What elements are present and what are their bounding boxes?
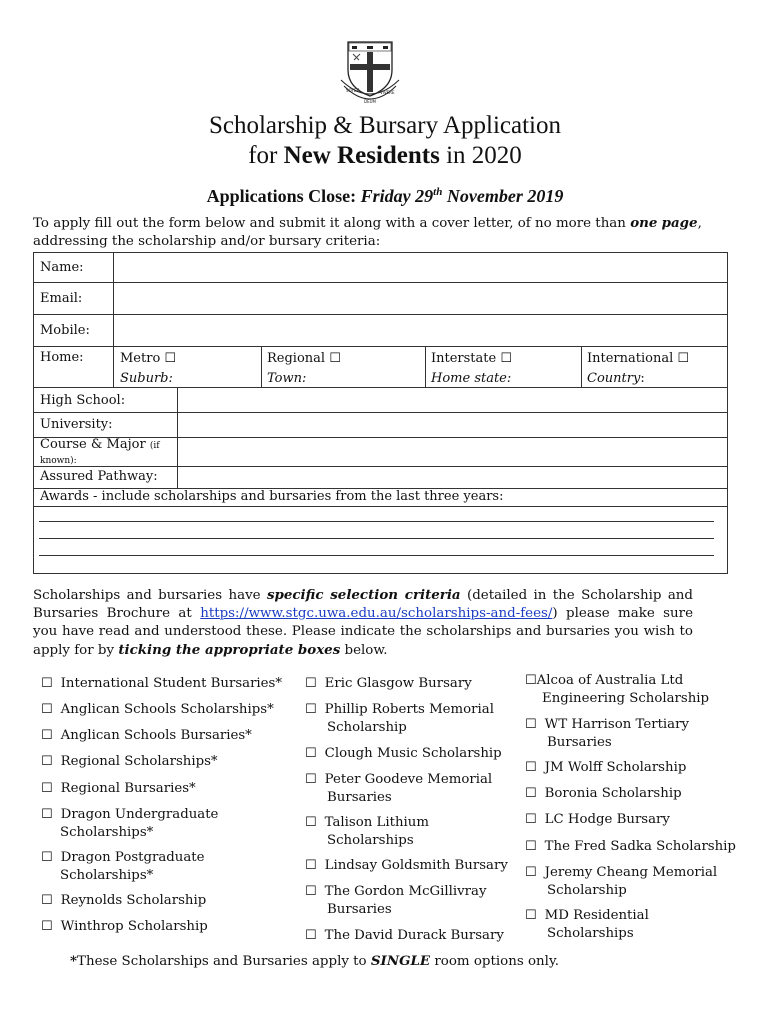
international-option[interactable] [587, 351, 697, 366]
option-winthrop[interactable] [41, 918, 208, 936]
option-talison-lithium[interactable] [305, 814, 429, 850]
course-if: (if [149, 441, 160, 451]
option-label: Phillip Roberts Memorial [324, 702, 494, 717]
option-david-durack[interactable] [305, 927, 504, 945]
checkbox[interactable]: ☐ [305, 884, 317, 899]
subtitle-post: in 2020 [439, 142, 522, 169]
option-label: Boronia Scholarship [544, 786, 682, 801]
deadline-date-post: November 2019 [442, 186, 564, 206]
checkbox[interactable]: ☐ [305, 702, 317, 717]
criteria-paragraph [33, 586, 693, 660]
suburb-label: Suburb: [120, 371, 173, 386]
option-jeremy-cheang[interactable] [525, 864, 717, 900]
checkbox[interactable]: ☐ [305, 772, 317, 787]
name-label: Name: [40, 260, 84, 275]
option-label: Reynolds Scholarship [60, 893, 207, 908]
criteria-bold: specific selection criteria [266, 587, 461, 603]
name-field[interactable] [114, 253, 726, 282]
crest-motto-2: DEUM [364, 99, 376, 104]
option-alcoa[interactable] [525, 672, 709, 708]
page-title: Scholarship & Bursary Application [208, 112, 562, 139]
option-label-cont: Scholarship [327, 720, 407, 735]
metro-label: Metro [120, 351, 161, 366]
home-state-label: Home state: [431, 371, 512, 386]
intro-text [33, 214, 733, 251]
subtitle-pre: for [248, 142, 284, 169]
option-regional-scholarships[interactable] [41, 753, 218, 771]
option-label: Peter Goodeve Memorial [324, 772, 493, 787]
option-label: The Gordon McGillivray [324, 884, 487, 899]
option-dragon-undergraduate[interactable] [41, 806, 218, 842]
footer-bold: SINGLE [370, 953, 431, 969]
email-label: Email: [40, 291, 83, 306]
option-label-cont: Scholarships [547, 926, 634, 941]
option-label: Anglican Schools Bursaries* [60, 728, 252, 743]
interstate-option[interactable] [431, 351, 520, 366]
option-boronia[interactable] [525, 785, 682, 803]
option-label: Eric Glasgow Bursary [324, 676, 472, 691]
checkbox[interactable]: ☐ [41, 702, 53, 717]
checkbox[interactable]: ☐ [305, 858, 317, 873]
application-form [33, 252, 728, 574]
option-label: The Fred Sadka Scholarship [544, 839, 736, 854]
checkbox[interactable]: ☐ [305, 928, 317, 943]
option-label-cont: Scholarship [547, 883, 627, 898]
option-intl-student-bursaries[interactable] [41, 675, 282, 693]
checkbox[interactable]: ☐ [305, 676, 317, 691]
regional-checkbox[interactable]: ☐ [329, 351, 341, 366]
international-checkbox[interactable]: ☐ [677, 351, 690, 366]
option-label: WT Harrison Tertiary [544, 717, 689, 732]
awards-label: Awards - include scholarships and bursaries from the last three years: [40, 489, 504, 504]
option-label: Clough Music Scholarship [324, 746, 502, 761]
criteria-c: ) please make sure you have read and understood these. Please indicate the scholarships and bursaries you wish to apply for by [33, 606, 693, 658]
international-label: International [587, 351, 674, 366]
high-school-field[interactable] [178, 388, 726, 412]
brochure-link[interactable]: https://www.stgc.uwa.edu.au/scholarships-and-fees/ [200, 606, 553, 621]
option-reynolds[interactable] [41, 892, 206, 910]
option-dragon-postgraduate[interactable] [41, 849, 205, 885]
metro-checkbox[interactable]: ☐ [164, 351, 177, 366]
option-label-cont: Bursaries [327, 790, 392, 805]
pathway-field[interactable] [178, 467, 726, 488]
checkbox[interactable]: ☐ [41, 728, 53, 743]
option-label: Talison Lithium [324, 815, 429, 830]
option-label: The David Durack Bursary [324, 928, 504, 943]
option-label: Jeremy Cheang Memorial [544, 865, 718, 880]
option-label: Anglican Schools Scholarships* [60, 702, 274, 717]
checkbox[interactable]: ☐ [525, 786, 537, 801]
page-subtitle [0, 142, 770, 170]
option-jm-wolff[interactable] [525, 759, 686, 777]
option-eric-glasgow[interactable] [305, 675, 472, 693]
criteria-a: Scholarships and bursaries have [33, 588, 267, 603]
college-crest-logo [338, 36, 402, 106]
checkbox[interactable]: ☐ [305, 815, 317, 830]
awards-line-1[interactable] [39, 521, 714, 522]
checkbox[interactable]: ☐ [41, 919, 53, 934]
subtitle-bold: New Residents [283, 142, 440, 169]
option-label: Dragon Undergraduate [60, 807, 219, 822]
checkbox[interactable]: ☐ [525, 839, 537, 854]
country-label [587, 371, 645, 386]
pathway-label: Assured Pathway: [40, 469, 158, 484]
option-label-cont: Scholarships [327, 833, 414, 848]
footer-star: * [70, 953, 78, 969]
footer-a: These Scholarships and Bursaries apply to [77, 954, 371, 969]
interstate-label: Interstate [431, 351, 497, 366]
option-label: LC Hodge Bursary [544, 812, 670, 827]
checkbox[interactable]: ☐ [525, 812, 537, 827]
deadline [0, 186, 770, 207]
course-text: Course & Major [40, 437, 146, 452]
checkbox[interactable]: ☐ [41, 850, 53, 865]
checkbox[interactable]: ☐ [525, 865, 537, 880]
interstate-checkbox[interactable]: ☐ [500, 351, 512, 366]
option-wt-harrison[interactable] [525, 716, 689, 752]
intro-a: To apply fill out the form below and submit it along with a cover letter, of no more than [33, 216, 631, 231]
option-label: MD Residential [544, 908, 649, 923]
intro-bold-a: one [630, 215, 658, 231]
criteria-b: (detailed in the Scholarship and Bursaries Brochure at [33, 588, 694, 621]
option-label-cont: Bursaries [547, 735, 612, 750]
awards-line-2[interactable] [39, 538, 714, 539]
checkbox[interactable]: ☐ [305, 746, 317, 761]
criteria-bold-b: ticking the appropriate boxes [118, 642, 341, 658]
criteria-d: below. [340, 643, 388, 658]
country-text: Country [587, 371, 641, 386]
regional-option[interactable] [267, 351, 349, 366]
deadline-date: Friday 29 [360, 186, 434, 206]
university-field[interactable] [178, 413, 726, 437]
email-field[interactable] [114, 283, 726, 314]
checkbox[interactable]: ☐ [41, 781, 53, 796]
option-fred-sadka[interactable] [525, 838, 736, 856]
crest-motto-1: SOYEZ [346, 88, 360, 93]
intro-bold-b: page [661, 215, 698, 231]
course-label [40, 438, 160, 468]
option-anglican-scholarships[interactable] [41, 701, 274, 719]
option-label: Dragon Postgraduate [60, 850, 205, 865]
option-label: JM Wolff Scholarship [544, 760, 687, 775]
option-lindsay-goldsmith[interactable] [305, 857, 508, 875]
option-lc-hodge[interactable] [525, 811, 670, 829]
option-peter-goodeve[interactable] [305, 771, 492, 807]
option-md-residential[interactable] [525, 907, 649, 943]
course-known: known): [40, 456, 77, 466]
awards-line-3[interactable] [39, 555, 714, 556]
option-clough-music[interactable] [305, 745, 502, 763]
checkbox[interactable]: ☐ [525, 673, 537, 688]
option-label-cont: Bursaries [327, 902, 392, 917]
option-regional-bursaries[interactable] [41, 780, 196, 798]
course-field[interactable] [178, 438, 726, 466]
footer-b: room options only. [430, 954, 559, 969]
option-label: Regional Bursaries* [60, 781, 196, 796]
option-label: Regional Scholarships* [60, 754, 218, 769]
intro-b: , addressing the scholarship and/or bursary criteria: [33, 216, 702, 249]
checkbox[interactable]: ☐ [525, 908, 537, 923]
checkbox[interactable]: ☐ [41, 676, 53, 691]
option-label-cont: Scholarships* [60, 825, 154, 840]
home-label: Home: [40, 350, 84, 365]
option-label: Alcoa of Australia Ltd [536, 673, 684, 688]
high-school-label: High School: [40, 393, 126, 408]
option-label-cont: Scholarships* [60, 868, 154, 883]
option-anglican-bursaries[interactable] [41, 727, 252, 745]
metro-option[interactable] [120, 351, 184, 366]
checkbox[interactable]: ☐ [525, 717, 537, 732]
option-phillip-roberts[interactable] [305, 701, 494, 737]
deadline-date-sup: th [433, 186, 443, 198]
crest-motto-3: VIVERE [380, 90, 395, 95]
mobile-field[interactable] [114, 315, 726, 346]
option-gordon-mcgillivray[interactable] [305, 883, 486, 919]
checkbox[interactable]: ☐ [41, 754, 53, 769]
checkbox[interactable]: ☐ [41, 893, 53, 908]
deadline-label: Applications Close: [206, 186, 361, 206]
option-label: International Student Bursaries* [60, 676, 283, 691]
option-label: Winthrop Scholarship [60, 919, 208, 934]
footer-note [70, 953, 559, 969]
town-label: Town: [267, 371, 307, 386]
option-label-cont: Engineering Scholarship [542, 691, 710, 706]
checkbox[interactable]: ☐ [525, 760, 537, 775]
option-label: Lindsay Goldsmith Bursary [324, 858, 508, 873]
regional-label: Regional [267, 351, 326, 366]
checkbox[interactable]: ☐ [41, 807, 53, 822]
mobile-label: Mobile: [40, 323, 90, 338]
country-colon: : [640, 371, 645, 386]
university-label: University: [40, 417, 113, 432]
